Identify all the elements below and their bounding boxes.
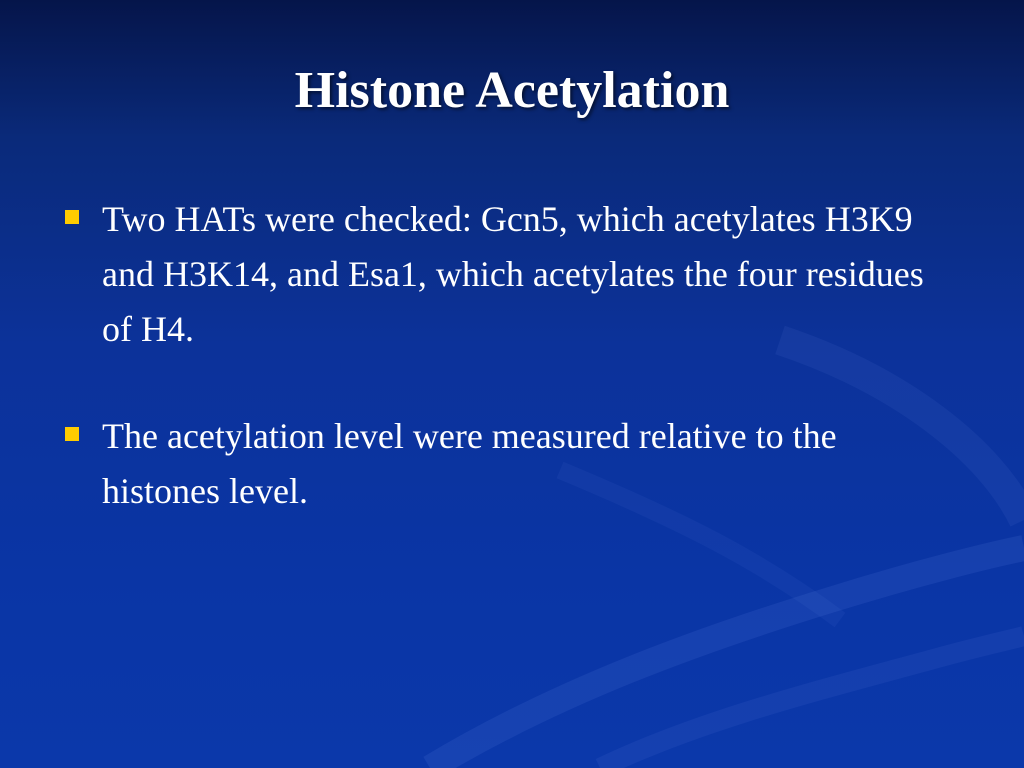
bullet-list [62, 192, 962, 571]
bullet-item [62, 409, 962, 519]
bullet-item [62, 192, 962, 357]
bullet-text: Two HATs were checked: Gcn5, which acetylates H3K9 and H3K14, and Esa1, which acetylates the four residues of H4. [102, 199, 924, 349]
slide-title: Histone Acetylation [294, 62, 730, 119]
bullet-text: The acetylation level were measured relative to the histones level. [102, 416, 837, 511]
square-bullet-icon [65, 210, 79, 224]
square-bullet-icon [65, 427, 79, 441]
